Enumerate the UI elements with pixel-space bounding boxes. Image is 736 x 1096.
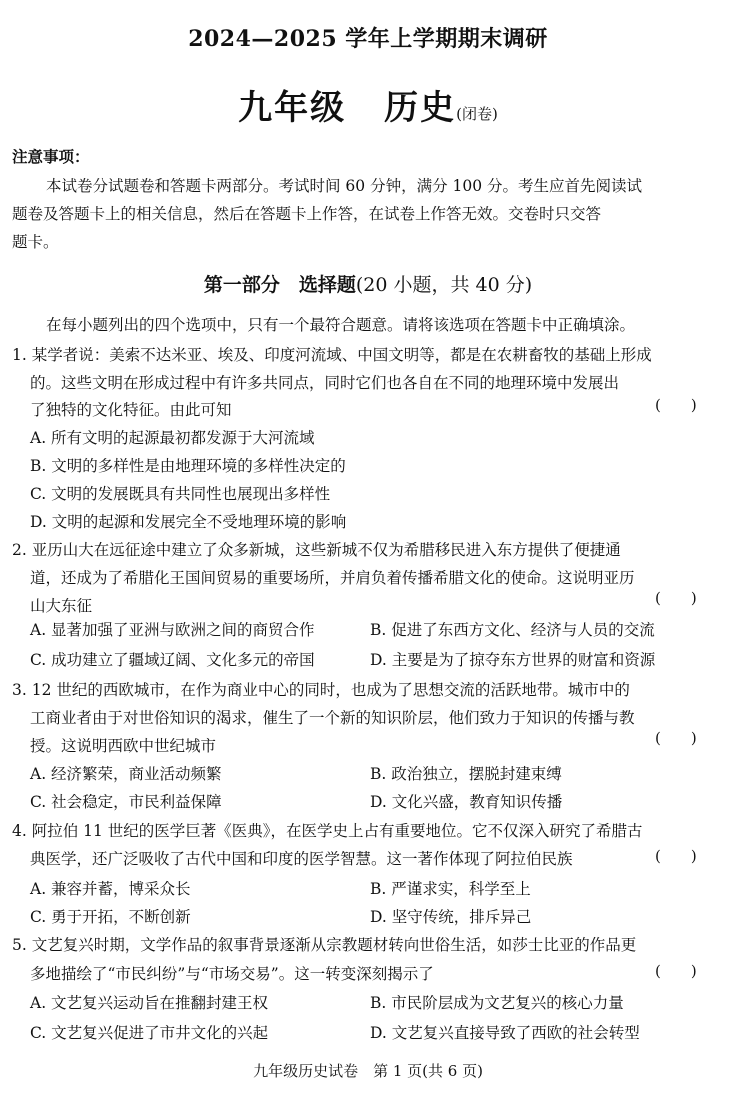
option-a: A. 文艺复兴运动旨在推翻封建王权 [30, 994, 269, 1012]
option-b: B. 市民阶层成为文艺复兴的核心力量 [370, 994, 624, 1012]
answer-blank: ( ) [655, 962, 697, 980]
option-b: B. 严谨求实，科学至上 [370, 880, 531, 898]
option-a: A. 显著加强了亚洲与欧洲之间的商贸合作 [30, 621, 315, 639]
notice-heading: 注意事项： [12, 147, 90, 166]
notice-line: 题卷及答题卡上的相关信息，然后在答题卡上作答，在试卷上作答无效。交卷时只交答 [12, 205, 602, 223]
option-d: D. 坚守传统，排斥异己 [370, 908, 532, 926]
subject-label: 历史 [384, 88, 457, 128]
notice-line: 本试卷分试题卷和答题卡两部分。考试时间 60 分钟，满分 100 分。考生应首先阅读试 [46, 177, 643, 195]
page-footer: 九年级历史试卷 第 1 页(共 6 页) [253, 1062, 483, 1080]
section-instruction: 在每小题列出的四个选项中，只有一个最符合题意。请将该选项在答题卡中正确填涂。 [46, 316, 636, 334]
option-a: A. 兼容并蓄，博采众长 [30, 880, 191, 898]
option-d: D. 主要是为了掠夺东方世界的财富和资源 [370, 651, 656, 669]
option-c: C. 文明的发展既具有共同性也展现出多样性 [30, 485, 331, 503]
section-title [0, 270, 736, 297]
question-4-line: 典医学，还广泛吸收了古代中国和印度的医学智慧。这一著作体现了阿拉伯民族 [30, 850, 573, 868]
question-4-line: 4. 阿拉伯 11 世纪的医学巨著《医典》，在医学史上占有重要地位。它不仅深入研究了希腊古 [12, 822, 643, 840]
option-d: D. 文明的起源和发展完全不受地理环境的影响 [30, 513, 347, 531]
section-detail: (20 小题，共 40 分) [355, 274, 533, 296]
option-c: C. 成功建立了疆域辽阔、文化多元的帝国 [30, 651, 315, 669]
option-a: A. 经济繁荣，商业活动频繁 [30, 765, 222, 783]
option-d: D. 文化兴盛，教育知识传播 [370, 793, 563, 811]
option-d: D. 文艺复兴直接导致了西欧的社会转型 [370, 1024, 640, 1042]
option-c: C. 社会稳定，市民利益保障 [30, 793, 222, 811]
answer-blank: ( ) [655, 589, 697, 607]
notice-line: 题卡。 [12, 233, 59, 251]
question-3-line: 授。这说明西欧中世纪城市 [30, 737, 217, 755]
option-b: B. 文明的多样性是由地理环境的多样性决定的 [30, 457, 346, 475]
question-3-line: 工商业者由于对世俗知识的渴求，催生了一个新的知识阶层，他们致力于知识的传播与教 [30, 709, 635, 727]
option-a: A. 所有文明的起源最初都发源于大河流域 [30, 429, 315, 447]
answer-blank: ( ) [655, 396, 697, 414]
question-1-line: 了独特的文化特征。由此可知 [30, 401, 232, 419]
exam-title: 2024—2025 学年上学期期末调研 [188, 26, 548, 52]
closed-book-note: (闭卷) [456, 105, 498, 123]
question-5-line: 5. 文艺复兴时期，文学作品的叙事背景逐渐从宗教题材转向世俗生活，如莎士比亚的作品更 [12, 936, 637, 954]
question-2-line: 山大东征 [30, 597, 93, 615]
answer-blank: ( ) [655, 847, 697, 865]
question-1-line: 1. 某学者说：美索不达米亚、埃及、印度河流域、中国文明等，都是在农耕畜牧的基础上形成 [12, 346, 652, 364]
option-b: B. 政治独立，摆脱封建束缚 [370, 765, 562, 783]
section-name: 第一部分 选择题 [203, 274, 356, 296]
subject-heading [0, 80, 736, 129]
question-2-line: 2. 亚历山大在远征途中建立了众多新城，这些新城不仅为希腊移民进入东方提供了便捷通 [12, 541, 621, 559]
option-c: C. 文艺复兴促进了市井文化的兴起 [30, 1024, 269, 1042]
question-5-line: 多地描绘了“市民纠纷”与“市场交易”。这一转变深刻揭示了 [30, 965, 434, 983]
option-b: B. 促进了东西方文化、经济与人员的交流 [370, 621, 655, 639]
question-1-line: 的。这些文明在形成过程中有许多共同点，同时它们也各自在不同的地理环境中发展出 [30, 374, 620, 392]
question-3-line: 3. 12 世纪的西欧城市，在作为商业中心的同时，也成为了思想交流的活跃地带。城市中的 [12, 681, 630, 699]
option-c: C. 勇于开拓，不断创新 [30, 908, 191, 926]
answer-blank: ( ) [655, 729, 697, 747]
grade-label: 九年级 [238, 88, 347, 128]
question-2-line: 道，还成为了希腊化王国间贸易的重要场所，并肩负着传播希腊文化的使命。这说明亚历 [30, 569, 635, 587]
